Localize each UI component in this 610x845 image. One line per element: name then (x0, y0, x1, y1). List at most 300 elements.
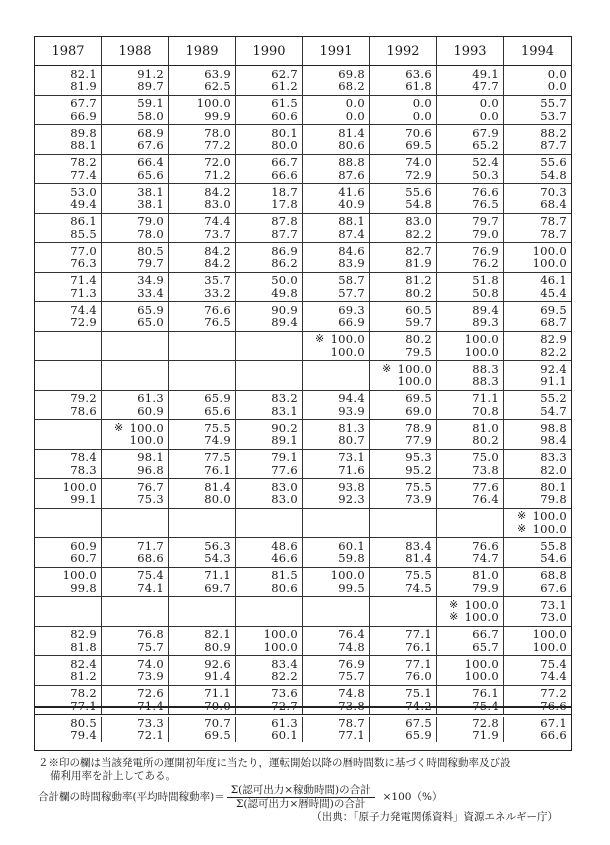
asterisk-mark: ※ (517, 521, 527, 535)
operating-rate-value: 50.0 (271, 273, 298, 288)
table-cell (169, 96, 236, 125)
capacity-factor-value: 54.8 (405, 197, 432, 212)
table-cell (35, 96, 102, 125)
table-cell (370, 155, 437, 184)
table-cell (35, 597, 102, 626)
table-cell (437, 627, 504, 656)
capacity-factor-value: 80.0 (271, 138, 298, 153)
table-cell (102, 479, 169, 508)
capacity-factor-value: 80.2 (405, 285, 432, 300)
table-cell (437, 450, 504, 479)
total-capacity-factor-value: 69.5 (204, 728, 231, 742)
capacity-factor-value: 93.9 (338, 403, 365, 418)
table-cell (102, 450, 169, 479)
operating-rate-value: 82.1 (204, 627, 231, 642)
operating-rate-value: 75.4 (540, 656, 567, 671)
operating-rate-value: 75.0 (472, 450, 499, 465)
table-cell (437, 479, 504, 508)
operating-rate-value: 83.3 (540, 450, 567, 465)
operating-rate-value: 84.2 (204, 243, 231, 258)
table-cell (303, 184, 370, 213)
operating-rate-value: 82.7 (405, 243, 432, 258)
capacity-factor-value: 0.0 (345, 108, 365, 123)
operating-rate-value: 68.8 (540, 568, 567, 583)
table-cell (236, 302, 303, 331)
operating-rate-value (303, 333, 369, 346)
capacity-factor-value: 66.9 (338, 315, 365, 330)
operating-rate-value: 75.4 (137, 568, 164, 583)
table-cell (236, 66, 303, 95)
capacity-factor-value: 81.4 (405, 551, 432, 566)
operating-rate-value: 88.3 (472, 361, 499, 376)
capacity-factor-value: 33.2 (204, 285, 231, 300)
table-cell (236, 597, 303, 626)
capacity-factor-value: 86.2 (271, 256, 298, 271)
table-cell (236, 656, 303, 685)
capacity-factor-value: 0.0 (412, 108, 432, 123)
table-cell (303, 155, 370, 184)
table-cell (504, 361, 571, 390)
table-cell (437, 243, 504, 272)
year-header-1994: 1994 (520, 43, 555, 59)
capacity-factor-value: 72.9 (405, 167, 432, 182)
operating-rate-value: 55.6 (405, 184, 432, 199)
capacity-factor-value: 91.4 (204, 669, 231, 684)
operating-rate-value: 88.8 (338, 155, 365, 170)
operating-rate-value: 100.0 (62, 479, 97, 494)
operating-rate-value: 67.7 (70, 96, 97, 111)
capacity-factor-value: 73.9 (405, 492, 432, 507)
capacity-factor-value: 74.8 (338, 639, 365, 654)
value-text: 100.0 (397, 361, 432, 376)
operating-rate-value: 81.4 (338, 125, 365, 140)
table-cell (437, 273, 504, 302)
table-cell (303, 509, 370, 538)
formula (38, 784, 578, 811)
table-cell (169, 391, 236, 420)
operating-rate-value: 71.4 (70, 273, 97, 288)
operating-rate-value: 72.6 (137, 686, 164, 701)
operating-rate-value: 18.7 (271, 184, 298, 199)
table-row (35, 568, 571, 598)
total-capacity-factor-value: 77.1 (338, 728, 365, 742)
table-row (35, 66, 571, 96)
table-cell (169, 184, 236, 213)
capacity-factor-value: 74.9 (204, 433, 231, 448)
operating-rate-value: 78.2 (70, 155, 97, 170)
capacity-factor-value: 60.6 (271, 108, 298, 123)
table-cell (504, 420, 571, 449)
table-cell (303, 420, 370, 449)
operating-rate-value: 34.9 (137, 273, 164, 288)
value-text: 100.0 (532, 509, 567, 524)
operating-rate-value: 75.5 (405, 479, 432, 494)
table-cell (102, 155, 169, 184)
table-cell (437, 214, 504, 243)
capacity-factor-value: 60.7 (70, 551, 97, 566)
table-cell (102, 627, 169, 656)
operating-rate-value: 55.8 (540, 538, 567, 553)
operating-rate-value: 69.5 (405, 391, 432, 406)
table-cell (437, 155, 504, 184)
table-cell (504, 568, 571, 597)
table-cell (437, 597, 504, 626)
operating-rate-value: 55.7 (540, 96, 567, 111)
table-cell (169, 479, 236, 508)
asterisk-mark: ※ (114, 420, 124, 434)
capacity-factor-value: 91.1 (540, 374, 567, 389)
capacity-factor-value: 99.8 (70, 580, 97, 595)
capacity-factor-value: 100.0 (397, 374, 432, 389)
table-row (35, 273, 571, 303)
capacity-factor-value: 65.2 (472, 138, 499, 153)
capacity-factor-value: 87.4 (338, 226, 365, 241)
operating-rate-value: 0.0 (547, 66, 567, 81)
capacity-factor-value: 67.6 (540, 580, 567, 595)
table-row (35, 214, 571, 244)
operating-rate-value: 79.1 (271, 450, 298, 465)
operating-rate-value: 68.9 (137, 125, 164, 140)
table-cell (102, 184, 169, 213)
operating-rate-value: 76.9 (472, 243, 499, 258)
operating-rate-value: 77.5 (204, 450, 231, 465)
capacity-factor-value: 76.5 (204, 315, 231, 330)
operating-rate-value: 82.9 (540, 332, 567, 347)
table-cell (370, 538, 437, 567)
operating-rate-value: 69.3 (338, 302, 365, 317)
capacity-factor-value: 65.6 (137, 167, 164, 182)
table-cell (169, 273, 236, 302)
capacity-factor-value: 66.9 (70, 108, 97, 123)
capacity-factor-value: 83.0 (271, 492, 298, 507)
capacity-factor-value: 79.5 (405, 344, 432, 359)
table-cell (370, 420, 437, 449)
operating-rate-value: 0.0 (479, 96, 499, 111)
capacity-factor-value: 99.1 (70, 492, 97, 507)
operating-rate-value: 83.0 (405, 214, 432, 229)
operating-rate-value: 81.3 (338, 420, 365, 435)
table-cell (169, 155, 236, 184)
operating-rate-value: 81.0 (472, 420, 499, 435)
operating-rate-value: 77.1 (405, 656, 432, 671)
operating-rate-value: 66.7 (271, 155, 298, 170)
capacity-factor-value: 77.4 (70, 167, 97, 182)
operating-rate-value: 38.1 (137, 184, 164, 199)
table-cell (437, 361, 504, 390)
capacity-factor-value: 87.7 (540, 138, 567, 153)
year-header-1991: 1991 (303, 37, 370, 65)
total-operating-rate-value: 67.5 (405, 715, 432, 730)
operating-rate-value: 52.4 (472, 155, 499, 170)
year-header-1989: 1989 (169, 37, 236, 65)
capacity-factor-value: 58.0 (137, 108, 164, 123)
asterisk-mark: ※ (449, 597, 459, 611)
source-citation: （出典：「原子力発電関係資料」資源エネルギー庁） (311, 811, 558, 823)
capacity-factor-value: 72.7 (271, 698, 298, 713)
capacity-factor-value: 89.3 (472, 315, 499, 330)
table-cell (236, 538, 303, 567)
capacity-factor-value: 65.6 (204, 403, 231, 418)
total-capacity-factor-value: 65.9 (405, 728, 432, 742)
operating-rate-value: 91.2 (137, 66, 164, 81)
table-cell (236, 214, 303, 243)
operating-rate-value: 73.1 (338, 450, 365, 465)
formula-suffix: ×100（%） (382, 791, 443, 803)
capacity-factor-value: 95.2 (405, 462, 432, 477)
table-row (35, 96, 571, 126)
operating-rate-value: 77.6 (472, 479, 499, 494)
operating-rate-value: 74.0 (405, 155, 432, 170)
table-cell (437, 125, 504, 154)
table-cell (236, 627, 303, 656)
operating-rate-value: 49.1 (472, 66, 499, 81)
capacity-factor-value: 89.7 (137, 79, 164, 94)
table-cell (35, 656, 102, 685)
table-cell (504, 597, 571, 626)
table-row (35, 155, 571, 185)
table-cell (236, 243, 303, 272)
operating-rate-value: 69.5 (540, 302, 567, 317)
table-cell (35, 273, 102, 302)
table-cell (504, 302, 571, 331)
table-cell (303, 96, 370, 125)
table-cell (35, 568, 102, 597)
table-cell (504, 450, 571, 479)
capacity-factor-value: 73.7 (204, 226, 231, 241)
table-cell (303, 450, 370, 479)
year-header-row (35, 37, 571, 66)
table-body (35, 66, 571, 714)
table-cell (35, 391, 102, 420)
capacity-factor-value: 75.4 (472, 698, 499, 713)
capacity-factor-value: 99.5 (338, 580, 365, 595)
table-cell (437, 509, 504, 538)
capacity-factor-value: 79.9 (472, 580, 499, 595)
table-cell (102, 125, 169, 154)
asterisk-mark: ※ (315, 332, 325, 346)
table-cell (35, 479, 102, 508)
operating-rate-value: 73.6 (271, 686, 298, 701)
table-cell (437, 656, 504, 685)
table-cell (504, 96, 571, 125)
table-cell (303, 273, 370, 302)
operating-rate-value: 86.1 (70, 214, 97, 229)
capacity-factor-value: 61.2 (271, 79, 298, 94)
table-cell (370, 332, 437, 361)
capacity-factor-value: 70.0 (204, 698, 231, 713)
capacity-factor-value: 83.0 (204, 197, 231, 212)
table-row (35, 243, 571, 273)
capacity-factor-value: 75.7 (137, 639, 164, 654)
capacity-factor-value: 54.6 (540, 551, 567, 566)
operating-rate-value: 78.2 (70, 686, 97, 701)
value-text: 100.0 (330, 332, 365, 347)
table-cell (303, 391, 370, 420)
operating-rate-value: 87.8 (271, 214, 298, 229)
table-cell (102, 214, 169, 243)
table-cell (169, 597, 236, 626)
table-cell (504, 538, 571, 567)
capacity-factor-value: 49.4 (70, 197, 97, 212)
capacity-factor-value: 83.9 (338, 256, 365, 271)
operating-rate-value: 67.9 (472, 125, 499, 140)
operating-rate-value: 76.7 (137, 479, 164, 494)
table-cell (504, 66, 571, 95)
table-cell (504, 155, 571, 184)
operating-rate-value: 88.1 (338, 214, 365, 229)
table-cell (303, 656, 370, 685)
operating-rate-value: 56.3 (204, 538, 231, 553)
operating-rate-value: 46.1 (540, 273, 567, 288)
operating-rate-value: 78.9 (405, 420, 432, 435)
table-cell (437, 568, 504, 597)
operating-rate-value: 84.2 (204, 184, 231, 199)
operating-rate-value: 90.2 (271, 420, 298, 435)
table-row (35, 597, 571, 627)
year-header-1993: 1993 (437, 37, 504, 65)
capacity-factor-value: 74.5 (405, 580, 432, 595)
table-cell (236, 509, 303, 538)
operating-rate-value: 66.7 (472, 627, 499, 642)
table-cell (169, 125, 236, 154)
operating-rate-value: 83.2 (271, 391, 298, 406)
capacity-factor-value: 80.9 (204, 639, 231, 654)
totals-table (34, 706, 572, 751)
operating-rate-value: 98.8 (540, 420, 567, 435)
table-cell (504, 479, 571, 508)
capacity-factor-value: 73.0 (540, 610, 567, 625)
table-cell (370, 214, 437, 243)
capacity-factor-value: 59.7 (405, 315, 432, 330)
capacity-factor-value: 72.9 (70, 315, 97, 330)
table-cell (35, 214, 102, 243)
capacity-factor-value: 76.2 (472, 256, 499, 271)
table-cell (35, 302, 102, 331)
table-cell (35, 66, 102, 95)
capacity-factor-value: 82.0 (540, 462, 567, 477)
operating-rate-value: 71.7 (137, 538, 164, 553)
operating-rate-value: 71.1 (204, 686, 231, 701)
table-cell (102, 302, 169, 331)
table-cell (102, 273, 169, 302)
capacity-factor-value: 80.6 (271, 580, 298, 595)
capacity-factor-value: 69.0 (405, 403, 432, 418)
table-cell (437, 96, 504, 125)
capacity-factor-value: 100.0 (532, 256, 567, 271)
table-cell (370, 302, 437, 331)
table-cell (370, 568, 437, 597)
operating-rate-value: 78.4 (70, 450, 97, 465)
table-cell (504, 214, 571, 243)
table-cell (504, 391, 571, 420)
capacity-factor-value: 81.9 (405, 256, 432, 271)
capacity-factor-value: 73.8 (472, 462, 499, 477)
year-header-1990: 1990 (236, 37, 303, 65)
capacity-factor-value: 62.5 (204, 79, 231, 94)
capacity-factor-value: 100.0 (330, 344, 365, 359)
table-cell (35, 184, 102, 213)
capacity-factor-value: 54.7 (540, 403, 567, 418)
total-operating-rate-value: 73.3 (137, 715, 164, 730)
table-cell (169, 538, 236, 567)
operating-rate-value: 53.0 (70, 184, 97, 199)
operating-rate-value: 80.5 (137, 243, 164, 258)
operating-rate-value: 70.3 (540, 184, 567, 199)
capacity-factor-value: 65.0 (137, 315, 164, 330)
table-cell (504, 332, 571, 361)
table-cell (504, 184, 571, 213)
capacity-factor-value: 100.0 (464, 669, 499, 684)
capacity-factor-value: 80.6 (338, 138, 365, 153)
operating-rate-value: 83.4 (271, 656, 298, 671)
table-cell (35, 538, 102, 567)
operating-rate-value: 51.8 (472, 273, 499, 288)
capacity-factor-value: 76.1 (204, 462, 231, 477)
operating-rate-value: 73.1 (540, 597, 567, 612)
capacity-factor-value: 88.1 (70, 138, 97, 153)
table-cell (303, 332, 370, 361)
operating-rate-value: 59.1 (137, 96, 164, 111)
operating-rate-value: 79.7 (472, 214, 499, 229)
table-row (35, 656, 571, 686)
operating-rate-value: 61.3 (137, 391, 164, 406)
operating-rate-value: 65.9 (204, 391, 231, 406)
table-cell (169, 627, 236, 656)
operating-rate-value: 92.4 (540, 361, 567, 376)
operating-rate-value: 78.0 (204, 125, 231, 140)
total-cell (437, 717, 504, 742)
table-cell (504, 509, 571, 538)
total-operating-rate-value: 70.7 (204, 715, 231, 730)
operating-rate-value: 80.2 (405, 332, 432, 347)
capacity-factor-value: 73.9 (137, 669, 164, 684)
total-operating-rate-value: 72.8 (472, 715, 499, 730)
operating-rate-value: 100.0 (263, 627, 298, 642)
capacity-factor-value: 70.8 (472, 403, 499, 418)
operating-rate-value: 82.9 (70, 627, 97, 642)
capacity-factor-value: 78.6 (70, 403, 97, 418)
total-capacity-factor-value: 79.4 (70, 728, 97, 742)
capacity-factor-value: 76.0 (405, 669, 432, 684)
operating-rate-value: 98.1 (137, 450, 164, 465)
capacity-factor-value: 69.7 (204, 580, 231, 595)
operating-rate-value: 60.1 (338, 538, 365, 553)
capacity-factor-value: 82.2 (405, 226, 432, 241)
operating-rate-value: 92.6 (204, 656, 231, 671)
capacity-factor-value: 0.0 (547, 79, 567, 94)
table-cell (102, 391, 169, 420)
table-cell (169, 568, 236, 597)
table-cell (35, 243, 102, 272)
capacity-factor-value: 100.0 (129, 433, 164, 448)
table-cell (303, 243, 370, 272)
operating-rate-value: 100.0 (532, 627, 567, 642)
table-cell (370, 391, 437, 420)
capacity-factor-value: 99.9 (204, 108, 231, 123)
capacity-factor-value: 74.1 (137, 580, 164, 595)
capacity-factor-value: 80.0 (204, 492, 231, 507)
table-cell (236, 391, 303, 420)
value-text: 100.0 (464, 597, 499, 612)
table-cell (370, 96, 437, 125)
table-cell (169, 332, 236, 361)
capacity-factor-value: 88.3 (472, 374, 499, 389)
operating-rate-value: 41.6 (338, 184, 365, 199)
operating-rate-value: 82.1 (70, 66, 97, 81)
operating-rate-value: 60.5 (405, 302, 432, 317)
table-cell (437, 420, 504, 449)
table-cell (236, 450, 303, 479)
